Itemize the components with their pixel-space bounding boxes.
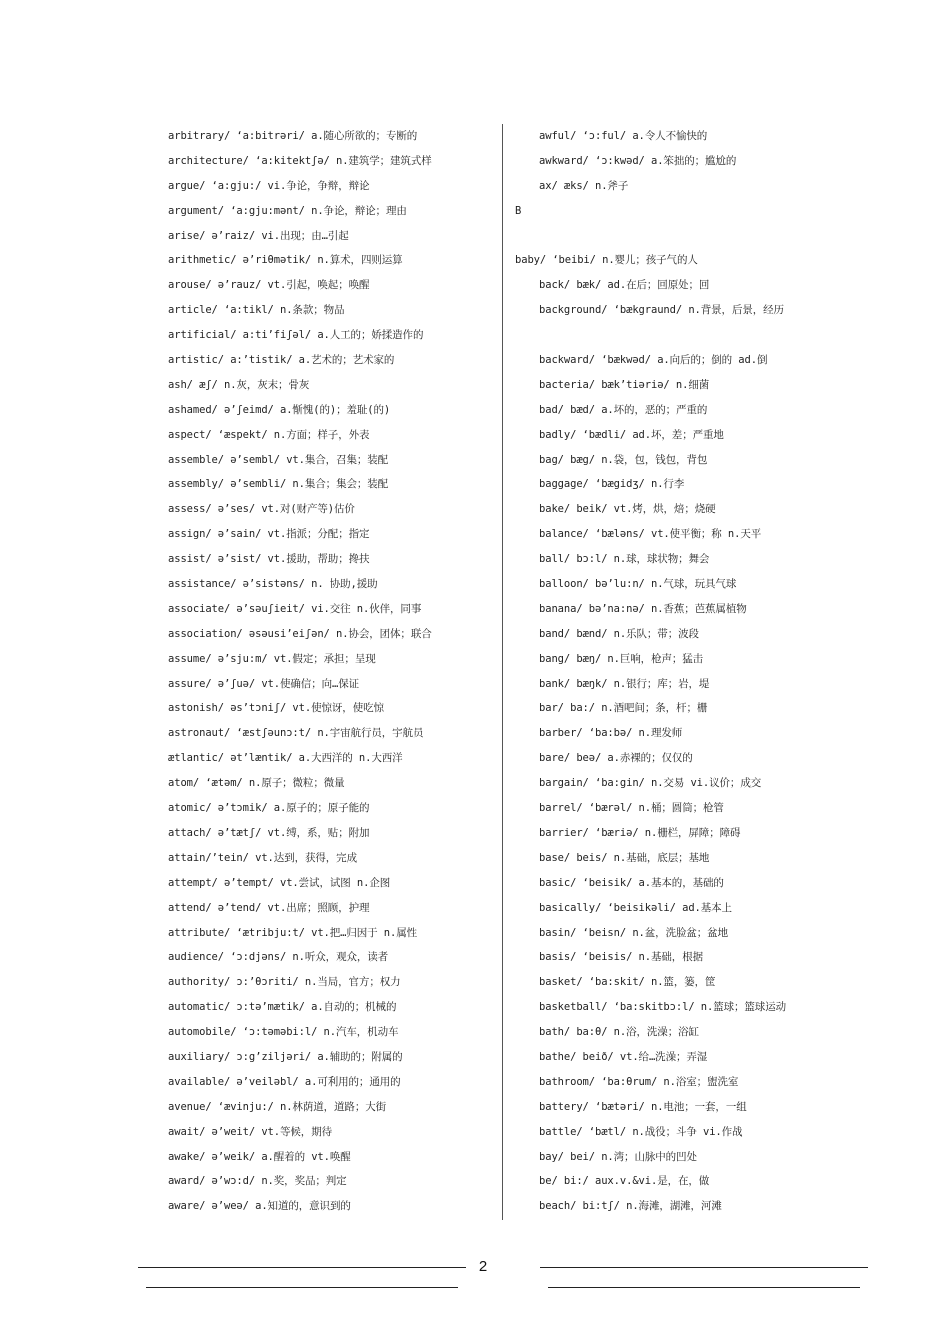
word-entry: argument/ ‘a:gju:mənt/ n.争论，辩论；理由 (168, 204, 407, 217)
word-entry: base/ beis/ n.基础，底层；基地 (539, 851, 710, 864)
word-entry: award/ ə’wɔ:d/ n.奖，奖品；判定 (168, 1175, 347, 1188)
word-entry: banana/ bə’na:nə/ n.香蕉；芭蕉属植物 (539, 602, 747, 615)
word-entry: assign/ ə’sain/ vt.指派；分配；指定 (168, 528, 370, 541)
word-entry: beach/ bi:tʃ/ n.海滩，湖滩，河滩 (539, 1200, 722, 1213)
word-entry: basic/ ‘beisik/ a.基本的，基础的 (539, 876, 724, 889)
word-entry: astronaut/ ‘æstʃəunɔ:t/ n.宇宙航行员，宇航员 (168, 727, 424, 740)
word-entry: basically/ ‘beisikəli/ ad.基本上 (539, 901, 732, 914)
word-entry: baby/ ‘beibi/ n.婴儿；孩子气的人 (515, 254, 698, 267)
word-entry: ball/ bɔ:l/ n.球，球状物；舞会 (539, 553, 710, 566)
word-entry: artificial/ a:ti’fiʃəl/ a.人工的；娇揉造作的 (168, 329, 424, 342)
word-entry: bathroom/ ‘ba:θrum/ n.浴室；盥洗室 (539, 1075, 739, 1088)
blank-line (515, 323, 855, 348)
word-entry: arise/ ə’raiz/ vi.出现；由…引起 (168, 229, 349, 242)
word-entry: assess/ ə’ses/ vt.对(财产等)估价 (168, 503, 355, 516)
footer-rule-left-top (138, 1267, 466, 1268)
word-entry: ash/ æʃ/ n.灰，灰末；骨灰 (168, 378, 310, 391)
word-entry: baggage/ ‘bægidʒ/ n.行李 (539, 478, 685, 491)
word-entry: attribute/ ‘ætribju:t/ vt.把…归因于 n.属性 (168, 926, 418, 939)
word-entry: balance/ ‘bæləns/ vt.使平衡；称 n.天平 (539, 528, 762, 541)
word-entry: automatic/ ɔ:tə’mætik/ a.自动的；机械的 (168, 1001, 397, 1014)
word-entry: arbitrary/ ‘a:bitrəri/ a.随心所欲的；专断的 (168, 130, 418, 142)
right-column (515, 124, 855, 1219)
word-entry: assist/ ə’sist/ vt.援助，帮助；搀扶 (168, 553, 370, 566)
word-entry: awake/ ə’weik/ a.醒着的 vt.唤醒 (168, 1150, 351, 1163)
word-entry: architecture/ ‘a:kitektʃə/ n.建筑学；建筑式样 (168, 154, 432, 167)
word-entry: band/ bænd/ n.乐队；带；波段 (539, 627, 699, 640)
word-entry: assembly/ ə’sembli/ n.集合；集会；装配 (168, 478, 389, 491)
word-entry: battle/ ‘bætl/ n.战役；斗争 vi.作战 (539, 1125, 743, 1138)
word-entry: attach/ ə’tætʃ/ vt.缚，系，贴；附加 (168, 826, 370, 839)
word-entry: bargain/ ‘ba:gin/ n.交易 vi.议价；成交 (539, 777, 762, 790)
word-entry: barrel/ ‘bærəl/ n.桶；圆筒；枪管 (539, 802, 724, 815)
word-entry: backward/ ‘bækwəd/ a.向后的；倒的 ad.倒 (539, 354, 768, 367)
word-entry: barrier/ ‘bæriə/ n.栅栏，屏障；障碍 (539, 826, 741, 839)
blank-line (515, 224, 855, 249)
word-entry: attend/ ə’tend/ vt.出席；照顾，护理 (168, 901, 370, 914)
word-entry: bathe/ beið/ vt.给…洗澡；弄湿 (539, 1050, 708, 1063)
footer-rule-left-bottom (146, 1287, 458, 1288)
footer-rule-right-top (540, 1267, 868, 1268)
word-entry: ashamed/ ə’ʃeimd/ a.惭愧(的)；羞耻(的) (168, 403, 391, 416)
section-letter: B (515, 204, 522, 217)
word-entry: battery/ ‘bætəri/ n.电池；一套，一组 (539, 1100, 747, 1113)
left-column (168, 124, 498, 1219)
word-entry: arithmetic/ ə’riθmətik/ n.算术，四则运算 (168, 254, 403, 267)
word-entry: assume/ ə’sju:m/ vt.假定；承担；呈现 (168, 652, 376, 665)
word-entry: associate/ ə’səuʃieit/ vi.交往 n.伙伴，同事 (168, 602, 422, 615)
footer-rule-right-bottom (548, 1287, 860, 1288)
word-entry: astonish/ əs’tɔniʃ/ vt.使惊讶，使吃惊 (168, 702, 384, 715)
word-entry: awful/ ‘ɔ:ful/ a.令人不愉快的 (539, 130, 708, 142)
word-entry: barber/ ‘ba:bə/ n.理发师 (539, 727, 683, 740)
word-entry: bad/ bæd/ a.坏的，恶的；严重的 (539, 403, 708, 416)
word-entry: audience/ ‘ɔ:djəns/ n.听众，观众，读者 (168, 951, 389, 964)
word-entry: argue/ ‘a:gju:/ vi.争论，争辩，辩论 (168, 179, 370, 192)
word-entry: bag/ bæg/ n.袋，包，钱包，背包 (539, 453, 708, 466)
word-entry: atomic/ ə’tɔmik/ a.原子的；原子能的 (168, 802, 370, 815)
word-entry: back/ bæk/ ad.在后；回原处；回 (539, 279, 710, 292)
word-entry: available/ ə’veiləbl/ a.可利用的；通用的 (168, 1075, 401, 1088)
word-entry: association/ əsəusi’eiʃən/ n.协会，团体；联合 (168, 627, 432, 640)
word-entry: attain/’tein/ vt.达到，获得，完成 (168, 851, 357, 864)
word-entry: arouse/ ə’rauz/ vt.引起，唤起；唤醒 (168, 279, 370, 292)
word-entry: bake/ beik/ vt.烤，烘，焙；烧硬 (539, 503, 716, 516)
word-entry: assistance/ ə’sistəns/ n. 协助,援助 (168, 578, 378, 591)
word-entry: ætlantic/ ət’læntik/ a.大西洋的 n.大西洋 (168, 752, 403, 765)
word-entry: balloon/ bə’lu:n/ n.气球，玩具气球 (539, 578, 737, 591)
word-entry: awkward/ ‘ɔ:kwəd/ a.笨拙的；尴尬的 (539, 154, 737, 167)
word-entry: basin/ ‘beisn/ n.盆，洗脸盆；盆地 (539, 926, 728, 939)
word-entry: bang/ bæŋ/ n.巨响，枪声；猛击 (539, 652, 704, 665)
word-entry: bar/ ba:/ n.酒吧间；条，杆；栅 (539, 702, 708, 715)
word-entry: badly/ ‘bædli/ ad.坏，差；严重地 (539, 428, 724, 441)
word-entry: be/ bi:/ aux.v.&vi.是，在，做 (539, 1175, 710, 1188)
word-entry: bay/ bei/ n.湾；山脉中的凹处 (539, 1150, 697, 1163)
word-entry: assemble/ ə’sembl/ vt.集合，召集；装配 (168, 453, 389, 466)
column-divider (502, 124, 503, 1220)
word-entry: authority/ ɔ:’θɔriti/ n.当局，官方；权力 (168, 976, 401, 989)
word-entry: basket/ ‘ba:skit/ n.篮，篓，筐 (539, 976, 716, 989)
word-entry: basketball/ ‘ba:skitbɔ:l/ n.篮球；篮球运动 (539, 1001, 787, 1014)
word-entry: aware/ ə’weə/ a.知道的，意识到的 (168, 1200, 351, 1213)
word-entry: bacteria/ bæk’tiəriə/ n.细菌 (539, 378, 710, 391)
word-entry: background/ ‘bækgraund/ n.背景，后景，经历 (539, 304, 784, 317)
word-entry: atom/ ‘ætəm/ n.原子；微粒；微量 (168, 777, 345, 790)
word-entry: automobile/ ‘ɔ:təməbi:l/ n.汽车，机动车 (168, 1026, 399, 1039)
page-number: 2 (478, 1258, 488, 1275)
word-entry: bare/ beə/ a.赤裸的；仅仅的 (539, 752, 693, 765)
word-entry: assure/ ə’ʃuə/ vt.使确信；向…保证 (168, 677, 360, 690)
word-entry: basis/ ‘beisis/ n.基础，根据 (539, 951, 703, 964)
word-entry: bath/ ba:θ/ n.浴，洗澡；浴缸 (539, 1026, 699, 1039)
word-entry: await/ ə’weit/ vt.等候，期待 (168, 1125, 332, 1138)
word-entry: avenue/ ‘ævinju:/ n.林荫道，道路；大街 (168, 1100, 387, 1113)
word-entry: auxiliary/ ɔ:g’ziljəri/ a.辅助的；附属的 (168, 1050, 403, 1063)
word-entry: aspect/ ‘æspekt/ n.方面；样子，外表 (168, 428, 370, 441)
word-entry: article/ ‘a:tikl/ n.条款；物品 (168, 304, 345, 317)
word-entry: attempt/ ə’tempt/ vt.尝试，试图 n.企图 (168, 876, 391, 889)
word-entry: artistic/ a:’tistik/ a.艺术的；艺术家的 (168, 354, 395, 367)
word-entry: ax/ æks/ n.斧子 (539, 179, 629, 192)
word-entry: bank/ bæŋk/ n.银行；库；岩，堤 (539, 677, 710, 690)
